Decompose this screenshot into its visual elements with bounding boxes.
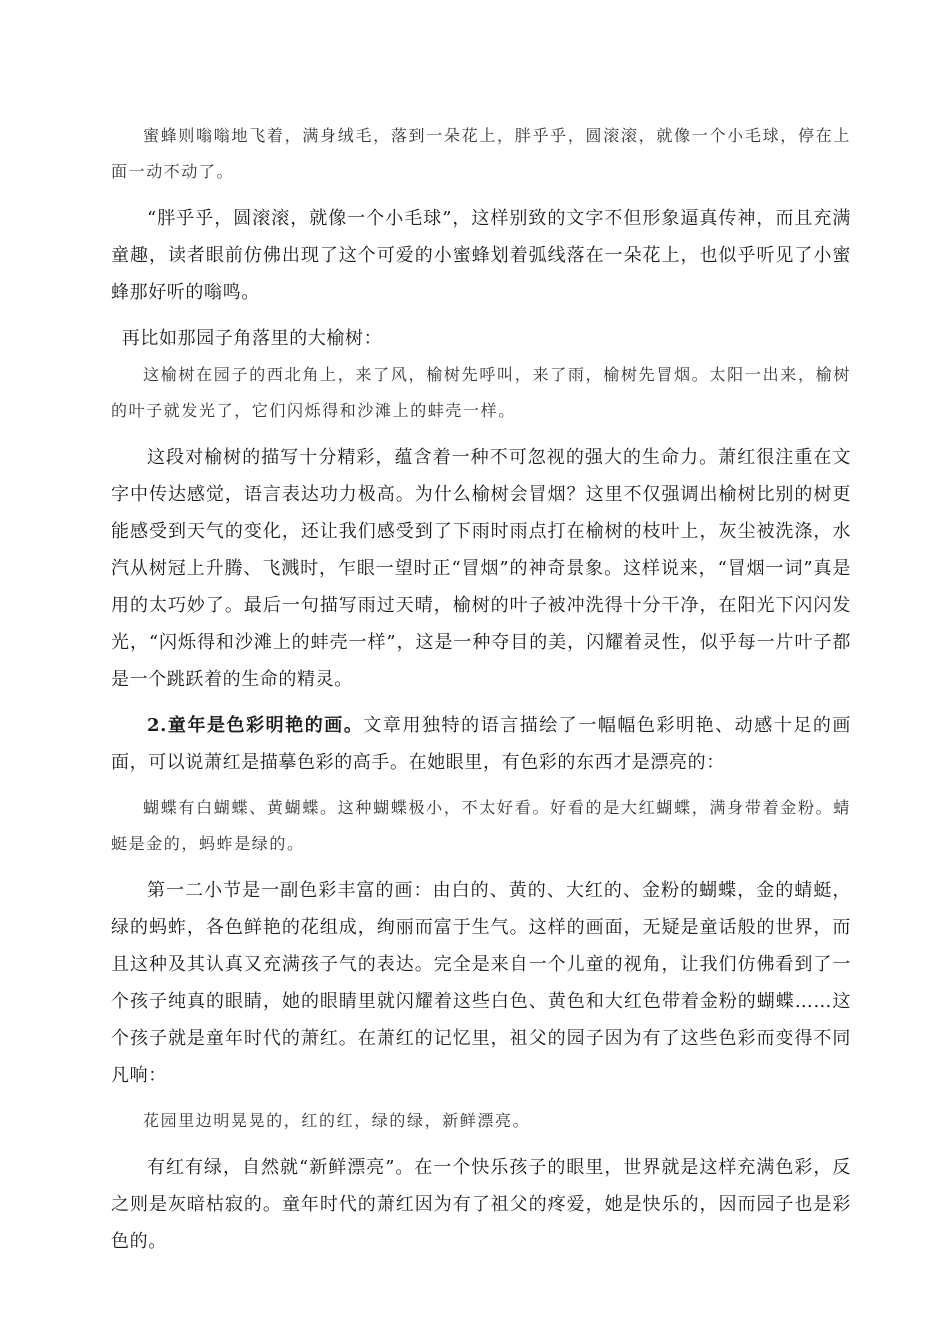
quote-garden: 花园里边明晃晃的，红的红，绿的绿，新鲜漂亮。	[143, 1111, 531, 1130]
section-heading-rest: 文章用独特的语言描绘了一幅幅色彩明艳、动感十足的画面，可以说萧红是描摹色彩的高手。在她眼里，有色彩的东西才是漂亮的：	[111, 715, 852, 773]
paragraph-bee-analysis: “胖乎乎，圆滚滚，就像一个小毛球”，这样别致的文字不但形象逼真传神，而且充满童趣，读者眼前仿佛出现了这个可爱的小蜜蜂划着弧线落在一朵花上，也似乎听见了小蜜蜂那好听的嗡鸣。	[111, 208, 851, 303]
paragraph-color-heading	[111, 707, 851, 781]
document-page	[111, 118, 851, 1260]
quote-butterfly: 蝴蝶有白蝴蝶、黄蝴蝶。这种蝴蝶极小，不太好看。好看的是大红蝴蝶，满身带着金粉。蜻蜓是金的，蚂蚱是绿的。	[111, 798, 851, 853]
paragraph-elm-intro: 再比如那园子角落里的大榆树：	[121, 328, 383, 349]
quote-elm: 这榆树在园子的西北角上，来了风，榆树先呼叫，来了雨，榆树先冒烟。太阳一出来，榆树的叶子就发光了，它们闪烁得和沙滩上的蚌壳一样。	[111, 365, 851, 420]
paragraph-butterfly-analysis: 第一二小节是一副色彩丰富的画：由白的、黄的、大红的、金粉的蝴蝶，金的蜻蜓，绿的蚂蚱，各色鲜艳的花组成，绚丽而富于生气。这样的画面，无疑是童话般的世界，而且这种及其认真又充满孩子气的表达。完全是来自一个儿童的视角，让我们仿佛看到了一个孩子纯真的眼睛，她的眼睛里就闪耀着这些白色、黄色和大红色带着金粉的蝴蝶……这个孩子就是童年时代的萧红。在萧红的记忆里，祖父的园子因为有了这些色彩而变得不同凡响：	[111, 880, 851, 1086]
section-heading-bold: 2.童年是色彩明艳的画。	[147, 715, 364, 736]
paragraph-elm-analysis: 这段对榆树的描写十分精彩，蕴含着一种不可忽视的强大的生命力。萧红很注重在文字中传达感觉，语言表达功力极高。为什么榆树会冒烟？这里不仅强调出榆树比别的树更能感受到天气的变化，还让我们感受到了下雨时雨点打在榆树的枝叶上，灰尘被洗涤，水汽从树冠上升腾、飞溅时，乍眼一望时正“冒烟”的神奇景象。这样说来，“冒烟一词”真是用的太巧妙了。最后一句描写雨过天晴，榆树的叶子被冲洗得十分干净，在阳光下闪闪发光，“闪烁得和沙滩上的蚌壳一样”，这是一种夺目的美，闪耀着灵性，似乎每一片叶子都是一个跳跃着的生命的精灵。	[111, 447, 851, 690]
paragraph-garden-analysis: 有红有绿，自然就“新鲜漂亮”。在一个快乐孩子的眼里，世界就是这样充满色彩，反之则是灰暗枯寂的。童年时代的萧红因为有了祖父的疼爱，她是快乐的，因而园子也是彩色的。	[111, 1157, 851, 1252]
quote-bee: 蜜蜂则嗡嗡地飞着，满身绒毛，落到一朵花上，胖乎乎，圆滚滚，就像一个小毛球，停在上面一动不动了。	[111, 126, 851, 181]
